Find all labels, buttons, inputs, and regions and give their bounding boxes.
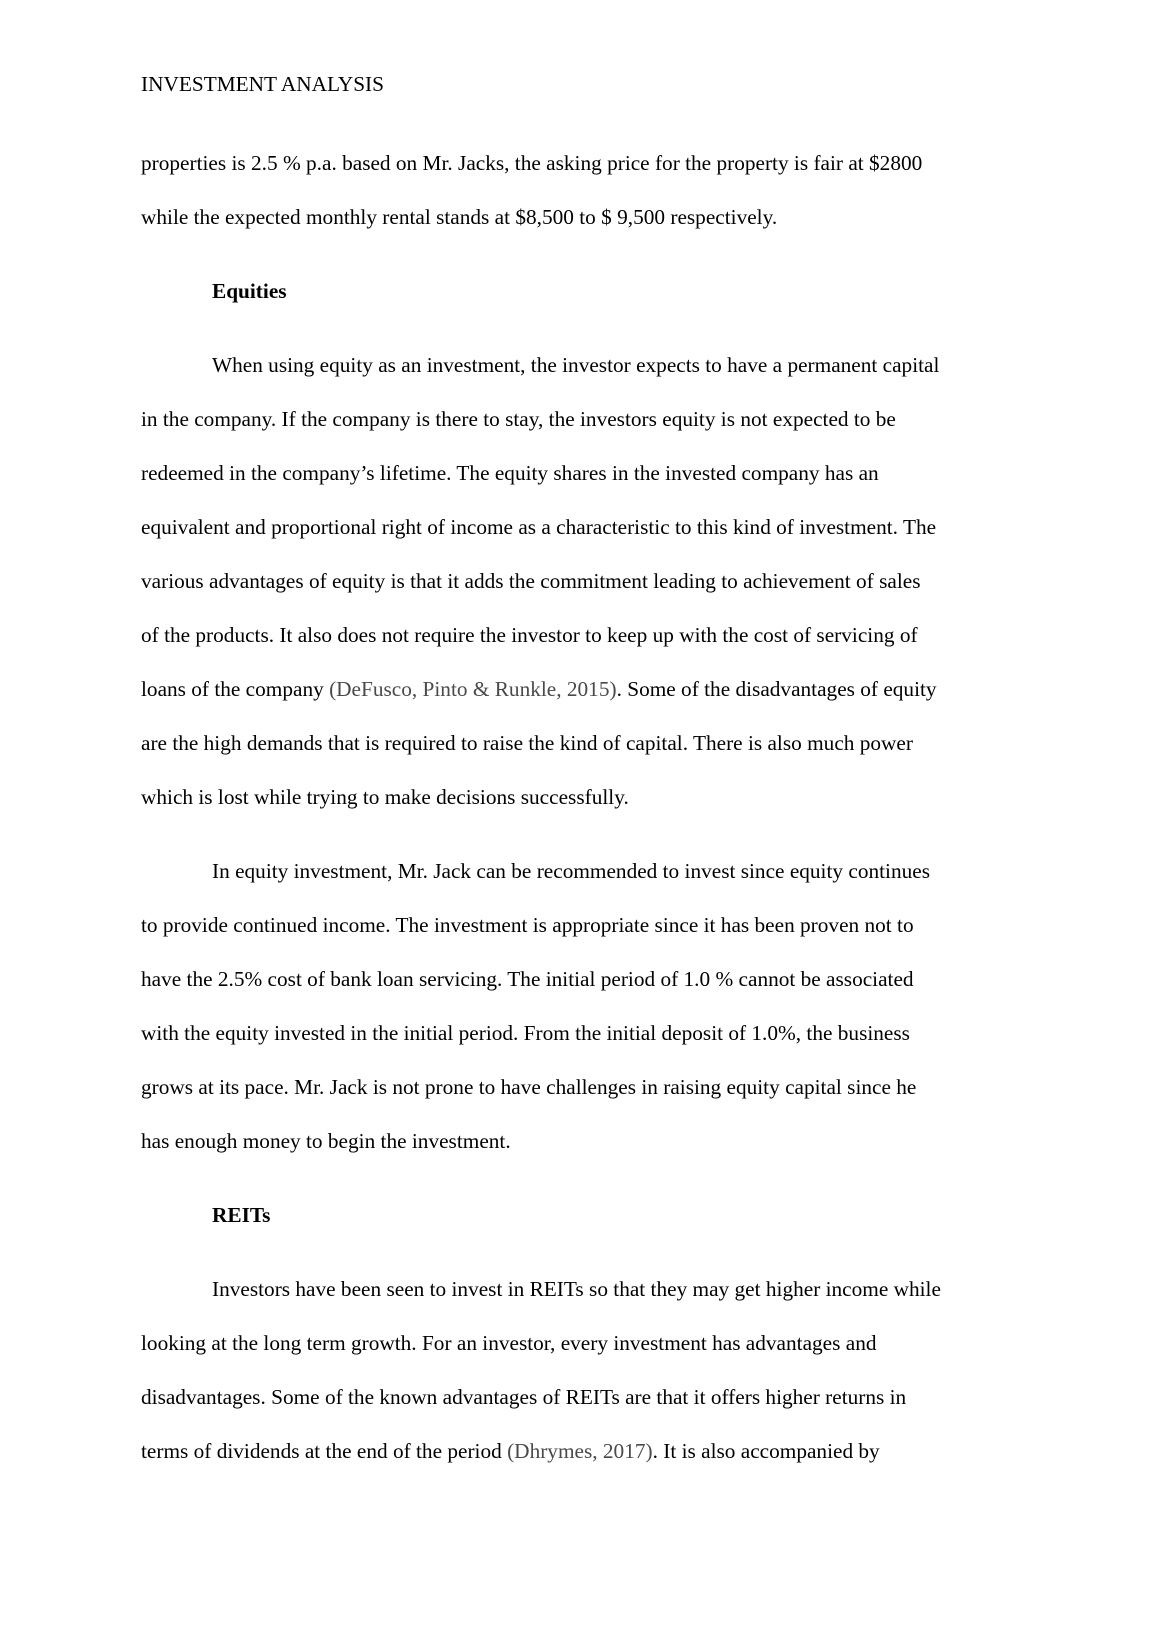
document-body <box>141 136 1021 1478</box>
paragraph-line <box>141 662 1021 716</box>
section-heading-equities: Equities <box>212 279 287 303</box>
paragraph-line: with the equity invested in the initial period. From the initial deposit of 1.0%, the business <box>141 1021 910 1045</box>
paragraph-line: various advantages of equity is that it adds the commitment leading to achievement of sales <box>141 569 921 593</box>
paragraph-line: which is lost while trying to make decisions successfully. <box>141 785 629 809</box>
paragraph-line: of the products. It also does not require the investor to keep up with the cost of servicing of <box>141 623 918 647</box>
line-text: terms of dividends at the end of the period <box>141 1439 508 1463</box>
paragraph-line: equivalent and proportional right of income as a characteristic to this kind of investment. The <box>141 515 937 539</box>
section-heading-reits: REITs <box>212 1203 271 1227</box>
equities-paragraph-2 <box>141 844 1021 1168</box>
paragraph-line: to provide continued income. The investment is appropriate since it has been proven not to <box>141 913 914 937</box>
paragraph-line: have the 2.5% cost of bank loan servicing. The initial period of 1.0 % cannot be associated <box>141 967 914 991</box>
paragraph-line: redeemed in the company’s lifetime. The equity shares in the invested company has an <box>141 461 879 485</box>
paragraph-line: in the company. If the company is there to stay, the investors equity is not expected to be <box>141 407 896 431</box>
paragraph-line: looking at the long term growth. For an investor, every investment has advantages and <box>141 1331 877 1355</box>
paragraph-line: In equity investment, Mr. Jack can be recommended to invest since equity continues <box>212 859 930 883</box>
paragraph-line: Investors have been seen to invest in REITs so that they may get higher income while <box>212 1277 941 1301</box>
paragraph-line: When using equity as an investment, the investor expects to have a permanent capital <box>212 353 940 377</box>
equities-paragraph-1 <box>141 338 1021 824</box>
citation: (DeFusco, Pinto & Runkle, 2015) <box>329 677 617 701</box>
line-text: . It is also accompanied by <box>652 1439 880 1463</box>
paragraph-line: are the high demands that is required to raise the kind of capital. There is also much power <box>141 731 913 755</box>
intro-paragraph <box>141 136 1021 244</box>
line-text: loans of the company <box>141 677 330 701</box>
paragraph-line: has enough money to begin the investment. <box>141 1129 511 1153</box>
running-header: INVESTMENT ANALYSIS <box>141 72 384 96</box>
paragraph-line: while the expected monthly rental stands at $8,500 to $ 9,500 respectively. <box>141 205 778 229</box>
paragraph-line <box>141 1424 1021 1478</box>
paragraph-line: disadvantages. Some of the known advantages of REITs are that it offers higher returns in <box>141 1385 907 1409</box>
paragraph-line: properties is 2.5 % p.a. based on Mr. Jacks, the asking price for the property is fair at $2800 <box>141 151 923 175</box>
reits-paragraph-1 <box>141 1262 1021 1478</box>
paragraph-line: grows at its pace. Mr. Jack is not prone to have challenges in raising equity capital since he <box>141 1075 917 1099</box>
citation: (Dhrymes, 2017) <box>507 1439 653 1463</box>
line-text: . Some of the disadvantages of equity <box>616 677 937 701</box>
